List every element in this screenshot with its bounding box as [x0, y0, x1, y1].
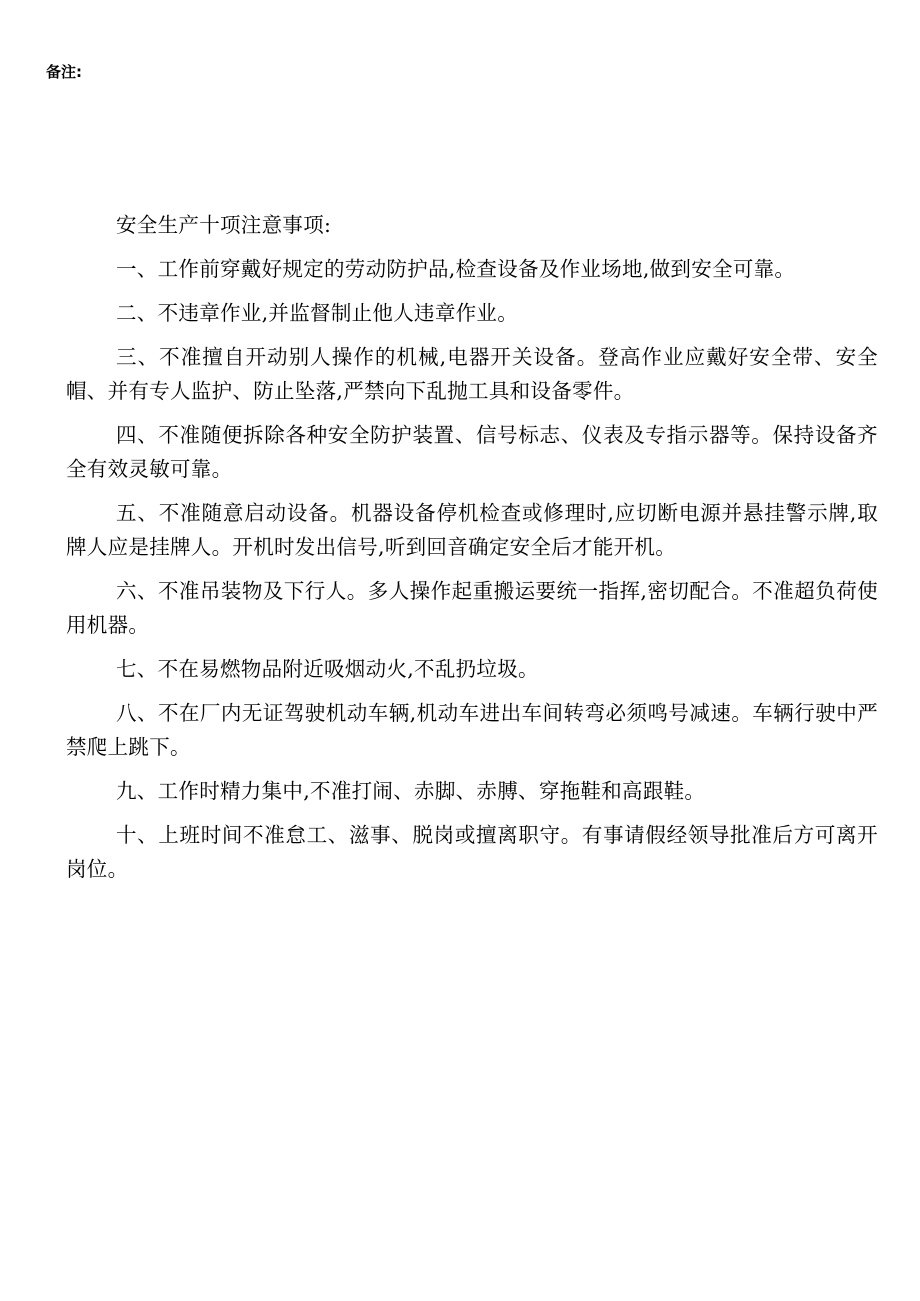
notice-item-1: 一、工作前穿戴好规定的劳动防护品,检查设备及作业场地,做到安全可靠。	[116, 257, 796, 281]
notice-item-10: 十、上班时间不准怠工、滋事、脱岗或擅离职守。有事请假经领导批准后方可离开岗位。	[66, 823, 878, 881]
safety-notice	[66, 208, 878, 886]
notice-heading: 安全生产十项注意事项:	[116, 213, 332, 237]
notice-item-6: 六、不准吊装物及下行人。多人操作起重搬运要统一指挥,密切配合。不准超负荷使用机器。	[66, 579, 878, 637]
notice-item-4: 四、不准随便拆除各种安全防护装置、信号标志、仪表及专指示器等。保持设备齐全有效灵敏可靠。	[66, 423, 878, 481]
notice-item-3: 三、不准擅自开动别人操作的机械,电器开关设备。登高作业应戴好安全带、安全帽、并有专人监护、防止坠落,严禁向下乱抛工具和设备零件。	[66, 345, 878, 403]
remark-label: 备注:	[46, 63, 82, 81]
notice-item-5: 五、不准随意启动设备。机器设备停机检查或修理时,应切断电源并悬挂警示牌,取牌人应是挂牌人。开机时发出信号,听到回音确定安全后才能开机。	[66, 501, 878, 559]
notice-item-9: 九、工作时精力集中,不准打闹、赤脚、赤膊、穿拖鞋和高跟鞋。	[116, 779, 706, 803]
notice-item-7: 七、不在易燃物品附近吸烟动火,不乱扔垃圾。	[116, 657, 539, 681]
notice-item-8: 八、不在厂内无证驾驶机动车辆,机动车进出车间转弯必须鸣号减速。车辆行驶中严禁爬上跳下。	[66, 701, 878, 759]
notice-item-2: 二、不违章作业,并监督制止他人违章作业。	[116, 301, 519, 325]
